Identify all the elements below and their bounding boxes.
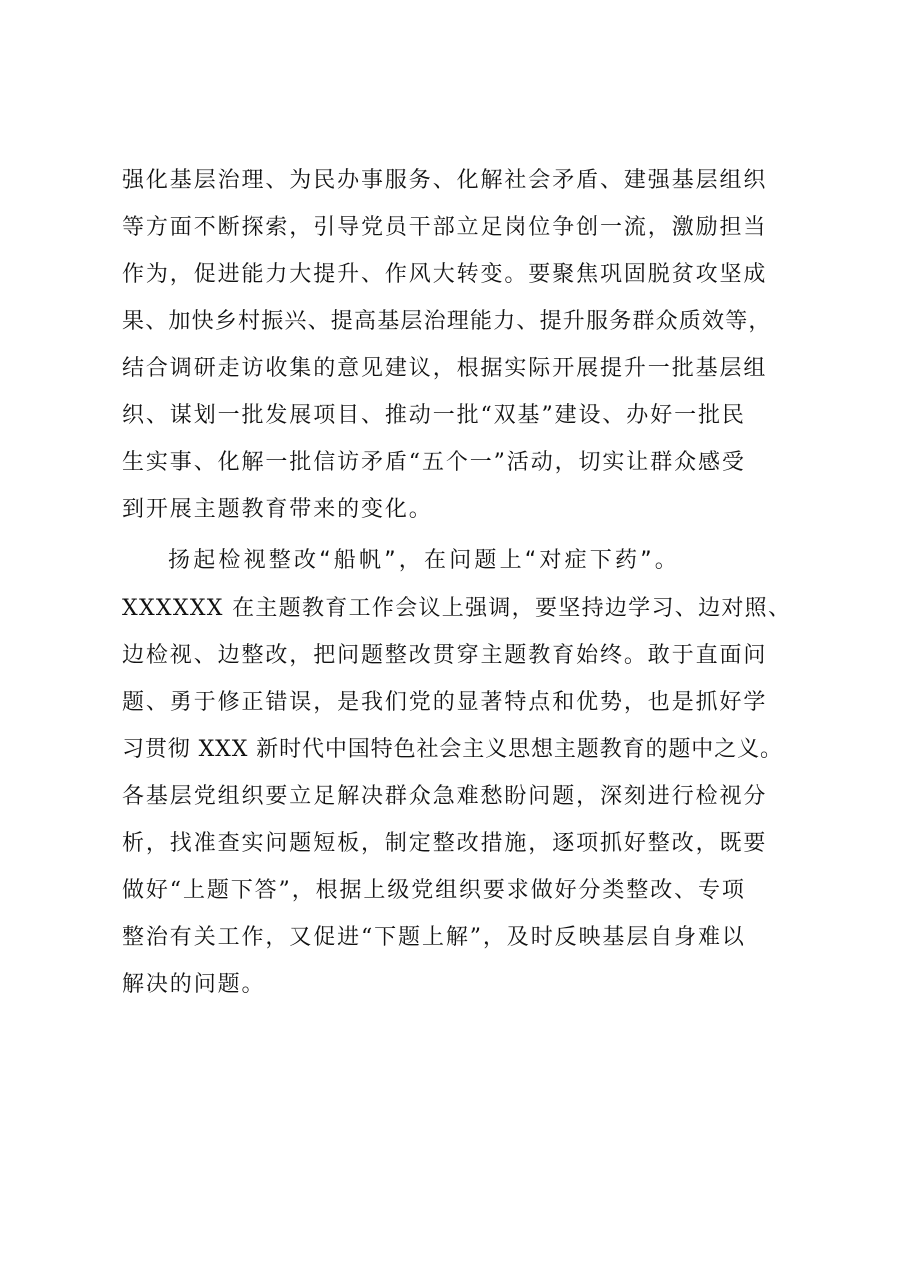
paragraph-line: 各基层党组织要立足解决群众急难愁盼问题，深刻进行检视分 <box>122 784 768 809</box>
paragraph-line: 作为，促进能力大提升、作风大转变。要聚焦巩固脱贫攻坚成 <box>122 262 768 287</box>
paragraph-line: 习贯彻 XXX 新时代中国特色社会主义思想主题教育的题中之义。 <box>122 737 783 762</box>
paragraph-line: 等方面不断探索，引导党员干部立足岗位争创一流，激励担当 <box>122 215 768 240</box>
paragraph-line: XXXXXX 在主题教育工作会议上强调，要坚持边学习、边对照、 <box>122 596 792 621</box>
paragraph-line: 结合调研走访收集的意见建议，根据实际开展提升一批基层组 <box>122 356 768 381</box>
paragraph-line: 强化基层治理、为民办事服务、化解社会矛盾、建强基层组织 <box>122 168 768 193</box>
paragraph-line: 到开展主题教育带来的变化。 <box>122 497 433 522</box>
paragraph-line: 果、加快乡村振兴、提高基层治理能力、提升服务群众质效等， <box>122 309 772 334</box>
paragraph-line: 生实事、化解一批信访矛盾“五个一”活动，切实让群众感受 <box>122 450 746 475</box>
paragraph-line: 解决的问题。 <box>122 972 266 997</box>
paragraph-line: 整治有关工作，又促进“下题上解”，及时反映基层自身难以 <box>122 925 746 950</box>
paragraph-line: 题、勇于修正错误，是我们党的显著特点和优势，也是抓好学 <box>122 690 768 715</box>
paragraph-line: 织、谋划一批发展项目、推动一批“双基”建设、办好一批民 <box>122 403 746 428</box>
paragraph-line: 析，找准查实问题短板，制定整改措施，逐项抓好整改，既要 <box>122 831 768 856</box>
section-heading: 扬起检视整改“船帆”，在问题上“对症下药”。 <box>168 548 680 573</box>
paragraph-line: 边检视、边整改，把问题整改贯穿主题教育始终。敢于直面问 <box>122 643 768 668</box>
paragraph-line: 做好“上题下答”，根据上级党组织要求做好分类整改、专项 <box>122 878 746 903</box>
